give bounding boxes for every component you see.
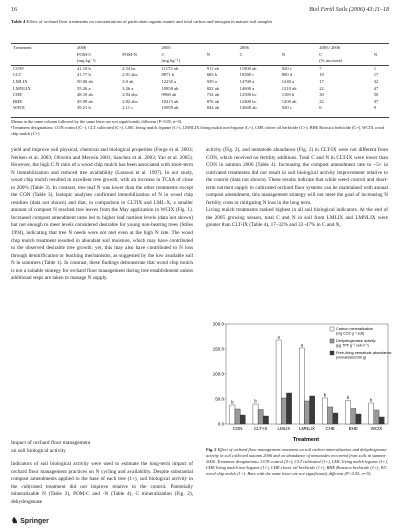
- table-cell: N: [206, 51, 211, 57]
- table-header-row: [11, 45, 389, 52]
- table-cell: [120, 45, 159, 52]
- table-cell: 45.99 ab: [77, 98, 93, 104]
- table-cell: 2006: [77, 45, 87, 50]
- chart-bar-label: b: [323, 392, 327, 398]
- chart-bar: [333, 413, 338, 424]
- table-cell: 11172 ab: [161, 65, 179, 71]
- table-caption: [11, 19, 387, 25]
- table-cell: 17: [373, 72, 379, 78]
- chart-x-tick-label: LMNLIX: [299, 426, 315, 431]
- table-cell: 12400 bc: [239, 98, 257, 104]
- table-cell: 3.0 ab: [122, 78, 134, 84]
- table-cell: 2.82 abc: [122, 98, 138, 104]
- chart-bar-label: b: [370, 397, 373, 403]
- chart-legend-unit: (nematodes/100 g): [336, 355, 367, 360]
- table-cell: 1: [373, 65, 376, 71]
- chart-bar: [253, 404, 258, 424]
- table-cell: 10858 ab: [161, 85, 179, 91]
- table-cell: (mg kg⁻¹): [161, 58, 180, 64]
- springer-logo: ♞ Springer: [11, 516, 49, 525]
- table-row: [11, 86, 389, 93]
- chart-bar: [235, 409, 240, 424]
- chart-x-tick-label: BHE: [348, 426, 358, 431]
- table-cell: 12500 bc: [239, 92, 257, 98]
- table-cell: 47: [373, 85, 379, 91]
- table-cell: 41.77 b: [77, 72, 91, 78]
- table-cell: 32: [373, 78, 379, 84]
- table-cell: Treatment: [13, 45, 32, 50]
- table-cell: [11, 52, 75, 59]
- table-caption-text: Effect of orchard floor treatments on concentrations of particulate organic matter and total carbon and nitrogen in mature soil samples: [26, 19, 273, 24]
- table-cell: WEIX: [13, 105, 25, 111]
- table-cell: 683 b: [206, 72, 218, 78]
- table-cell: 39.21 b: [77, 105, 91, 111]
- table-cell: C: [239, 51, 243, 57]
- table-cell: 2.91 abc: [122, 72, 138, 78]
- table-cell: 2.54 bc: [122, 65, 136, 71]
- table-cell: LMNLIX: [13, 85, 31, 91]
- table-cell: (mg kg⁻¹): [77, 58, 96, 64]
- chart-bar: [258, 410, 263, 425]
- chart-bar: [299, 348, 304, 424]
- table-cell: (% increase): [319, 58, 343, 64]
- table-cell: CLT: [13, 72, 22, 78]
- figure-caption: [206, 447, 389, 477]
- chart-bar: [276, 340, 281, 424]
- chart-bar: [374, 410, 379, 424]
- table-label: Table 4: [11, 19, 26, 24]
- chart-bar: [322, 398, 327, 424]
- table-cell: 10415 ab: [161, 98, 179, 104]
- table-cell: BHE: [13, 98, 23, 104]
- table-cell: 14700 a: [239, 78, 255, 84]
- figure-2-chart: [206, 318, 392, 445]
- table-cell: [205, 45, 238, 52]
- chart-bar: [351, 409, 356, 425]
- table-cell: [372, 45, 389, 52]
- table-cell: 939 a: [206, 78, 217, 84]
- table-row: [11, 65, 389, 72]
- table-note-1: Means in the same column followed by the same letter are not significantly different (P<0.05, n=5).: [11, 119, 183, 124]
- table-cell: 2005/ 2006: [319, 45, 341, 50]
- chart-y-tick-label: 50.0: [215, 396, 224, 402]
- chart-bar: [230, 405, 235, 424]
- table-cell: 3.26 a: [122, 85, 134, 91]
- chart-x-tick-label: CHE: [325, 426, 335, 431]
- table-row: [11, 72, 389, 79]
- chart-bar: [328, 407, 333, 424]
- table-cell: 911 ab: [206, 65, 219, 71]
- chart-x-axis-title: Treatment: [292, 437, 320, 443]
- publisher-name: Springer: [20, 518, 49, 525]
- table-cell: [238, 58, 280, 65]
- table-cell: CONᵃ: [13, 65, 24, 71]
- page-number: 16: [11, 7, 17, 13]
- chart-x-tick-label: WCIX: [370, 426, 383, 431]
- chart-legend-unit: (μg TPF g⁻¹ soil d⁻¹): [336, 343, 369, 348]
- chart-legend-swatch: [330, 327, 334, 331]
- table-cell: 920 c: [281, 65, 292, 71]
- section-heading: Impact of orchard floor management on soil biological activity: [11, 440, 91, 454]
- table-row: [11, 105, 389, 112]
- table-top-rule: [11, 43, 389, 44]
- table-cell: 41.10 b: [77, 65, 91, 71]
- table-notes: [11, 119, 387, 138]
- body-column-1: yield and improve soil physical, chemical and biological properties (Forge et al. 2003; Neilsen et al. 2003; Oliveira and Merwin 2001; Sanchez et al. 2003; Yao et al. 2005). However, the high C:N ratio of a wood chip mulch has been associated with short-term N immobilization and reduced tree availability (Larsson et al. 1997). In our study, wood chip mulch resulted in excellent tree growth, with an increase in TCSA of close to 200% (Table 3). In contrast, tree leaf N was lower than the other treatments except the CON (Table 3). Isotopic analyses confirmed immobilization of N in wood chip residues (data not shown) and that, in comparison to CLTIX and LML-X, a smaller amount of compost N reached tree leaves from the May application in WCIX (Fig. 1). Increased compost amendment rates led to higher leaf nutrient levels (data not shown) but not enough to meet levels considered desirable for young non-bearing trees (Stiles 1994), indicating that tree N needs were not met even at the high N rate. The wood chip mulch treatment resulted in abundant soil moisture, which may have contributed to the observed desirable tree growth; yet, this may also have contributed to N loss through denitrification or leaching mechanisms, as suggested by the low available soil N in summers (Table 1). In contrast, these findings demonstrate that wood chip mulch is not a suitable strategy for orchard floor management during tree establishment unless additional steps are taken to manage N supply.: [11, 147, 193, 282]
- table-cell: C: [319, 51, 323, 57]
- table-cell: 2.11 c: [122, 105, 134, 111]
- table-row: [11, 92, 389, 99]
- table-cell: 22: [319, 85, 324, 91]
- table-cell: 7: [319, 65, 322, 71]
- table-cell: 9: [373, 105, 376, 111]
- body-column-2: activity (Fig. 2), and nematode abundance (Fig. 2) in CLT-IX were not different from CON, which received no fertility additions. Total C and N in CLT-IX were lower than CON in autumn 2006 (Table 4). Increasing the compost amendment rate to ~5× in cultivated treatments did not result in soil biological activity improvement relative to the control (data not shown). These results indicate that while weed control and short-term nutrient supply in cultivated orchard floor systems can be maintained with annual compost amendment, this management strategy will not meet the goal of increasing N fertility costs or mitigating N loss in the long term. Living mulch treatments ranked highest in all soil biological indicators. At the end of the 2005 growing season, total C and N in soil from LMLIX and LMNLIX were greater than CLT-IX (Table 4), 17–32% and 32–47% in C and N,: [206, 147, 388, 229]
- table-row: [11, 99, 389, 106]
- chart-bar: [345, 401, 350, 425]
- table-cell: 2005: [161, 45, 171, 50]
- table-subheader-row: [11, 52, 389, 59]
- chart-bar: [263, 416, 268, 424]
- table-cell: 19: [319, 72, 324, 78]
- table-cell: 12235 a: [161, 78, 177, 84]
- table-cell: 1240 a: [281, 78, 295, 84]
- chart-bar: [304, 401, 309, 424]
- table-cell: 37: [373, 98, 379, 104]
- table-cell: 2006: [239, 45, 249, 50]
- table-cell: [372, 58, 389, 65]
- chart-legend-swatch: [330, 351, 334, 355]
- chart-bar: [356, 414, 361, 424]
- chart-bar: [310, 396, 315, 424]
- table-cell: N: [373, 51, 378, 57]
- chart-x-tick-label: LMLIX: [277, 426, 291, 431]
- chart-y-tick-label: 0.0: [217, 421, 224, 427]
- table-cell: [11, 58, 75, 65]
- table-cell: N: [281, 51, 286, 57]
- chart-legend-unit: (mg CO2 g⁻¹ soil): [336, 331, 365, 336]
- chart-bar-label: a: [300, 342, 303, 348]
- table-cell: [280, 58, 318, 65]
- table-cell: 14600 a: [239, 85, 255, 91]
- chart-legend-label: Carbon mineralization: [336, 327, 373, 332]
- table-cell: 732 ab: [206, 92, 220, 98]
- table-units-row: [11, 58, 389, 65]
- chart-x-tick-label: CLT-IX: [254, 426, 268, 431]
- chart-bar-label: b: [254, 398, 257, 404]
- table-cell: 876 ab: [206, 98, 220, 104]
- chart-legend-label: Dehydrogenase activity: [336, 339, 376, 344]
- table-cell: 8871 b: [161, 72, 175, 78]
- chart-x-tick-label: CON: [232, 426, 243, 431]
- table-cell: 10580 c: [239, 72, 255, 78]
- figure-caption-text: Effect of orchard floor management treatment on soil carbon mineralization and dehydrogenase activity in soil collected autumn 2006 and on abundance of nematodes recovered from soils in summer 2006. Treatment designations: CON control (0+), CLT cultivated (1+), LMC living mulch legume (1+), CHE living mulch non-legume (1+), CHE clover oil herbicide (1+), BHE Brassica herbicide (1+), WC wood chip mulch (1+). Bars with the same letter are not significantly different (P<0.05, n=5).: [206, 447, 388, 477]
- table-cell: 50: [373, 92, 379, 98]
- chart-bar: [379, 417, 384, 424]
- table-cell: POM-N: [122, 51, 137, 57]
- chart-y-tick-label: 150.0: [212, 346, 224, 352]
- chart-bar: [281, 398, 286, 424]
- table-cell: 22: [319, 98, 324, 104]
- chart-legend-swatch: [330, 339, 334, 343]
- table-cell: 13600 ab: [239, 105, 257, 111]
- table-cell: 48.18 ab: [77, 92, 93, 98]
- table-cell: 920 c: [281, 105, 292, 111]
- figure-label: Fig. 2: [206, 447, 217, 452]
- table-cell: 2.94 abc: [122, 92, 138, 98]
- chart-bar: [369, 403, 374, 424]
- table-cell: CHE: [13, 92, 23, 98]
- table-row: [11, 79, 389, 86]
- table-cell: 1200 ab: [281, 98, 297, 104]
- chart-bar: [240, 415, 245, 424]
- table-cell: 822 ab: [206, 85, 220, 91]
- table-cell: 844 ab: [206, 105, 220, 111]
- table-cell: [120, 58, 159, 65]
- table-cell: 11900 ab: [239, 65, 257, 71]
- chart-bar-label: b: [346, 395, 350, 400]
- table-cell: [280, 45, 318, 52]
- chart-bar: [286, 393, 291, 424]
- table-cell: POM-C: [77, 51, 92, 57]
- chart-legend-label: Free-living nematode abundance: [336, 351, 392, 356]
- table-cell: 6: [319, 105, 322, 111]
- table-cell: C: [161, 51, 165, 57]
- table-cell: [205, 58, 238, 65]
- table-cell: 17: [319, 78, 324, 84]
- table-cell: 9968 ab: [161, 92, 177, 98]
- data-table: [11, 45, 389, 112]
- table-bottom-rule: [11, 117, 389, 118]
- table-cell: 50.06 ab: [77, 78, 93, 84]
- table-cell: 800 d: [281, 72, 293, 78]
- table-cell: 1210 ab: [281, 85, 297, 91]
- table-cell: 1100 b: [281, 92, 295, 98]
- chart-y-tick-label: 100.0: [212, 371, 224, 377]
- table-note-2: ᵃTreatment designations: CON control (C−), CLT cultivated (C+), LMC living mulch legume (C+), LMNLIX living mulch non-legume (C+), CHE clover oil herbicide (C+), BHE Brassica herbicide (C+), WCIX wood chip mulch (C+): [11, 125, 385, 137]
- table-cell: 55.26 a: [77, 85, 91, 91]
- journal-citation: Biol Fertil Soils (2006) 43:11–18: [309, 7, 389, 13]
- chart-y-tick-label: 200.0: [212, 321, 224, 327]
- table-cell: 10959 ab: [161, 105, 179, 111]
- table-cell: 30: [319, 92, 324, 98]
- chart-bar-label: a: [277, 334, 280, 340]
- body-column-1-continued: Indicators of soil biological activity were used to estimate the long-term impact of orchard floor management practices on N cycling and availability. Despite substantial compost amendments applied to the base of each tree (1+), soil biological activity in the cultivated treatment did not improve relative to the control. Potentially mineralizable N (Table 3), POM-C and -N (Table 4), C mineralization (Fig. 2), dehydrogenase: [11, 461, 193, 505]
- chart-bar-label: b: [231, 399, 234, 405]
- table-cell: LMLIX: [13, 78, 28, 84]
